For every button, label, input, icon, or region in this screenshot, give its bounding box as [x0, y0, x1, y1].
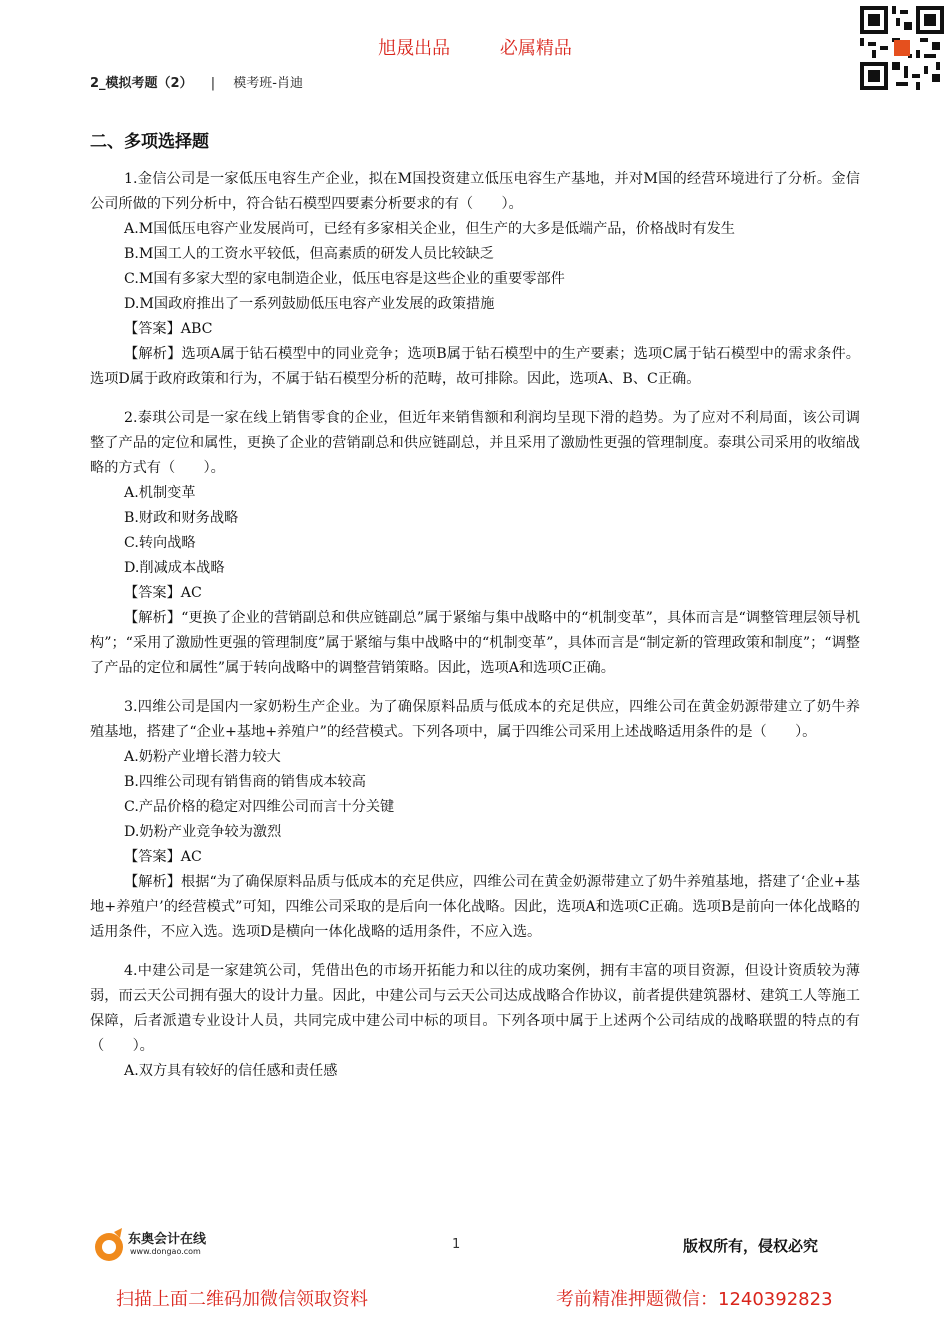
- analysis: 【解析】“更换了企业的营销副总和供应链副总”属于紧缩与集中战略中的“机制变革”，具体而言是“调整管理层领导机构”；“采用了激励性更强的管理制度”属于紧缩与集中战略中的“机制变革”，具体而言是“制定新的管理政策和制度”；“调整了产品的定位和属性”属于转向战略中的调整营销策略。因此，选项A和选项C正确。: [90, 610, 860, 676]
- banner-left-text: 旭晟出品: [378, 38, 451, 59]
- option-b: B.财政和财务战略: [124, 510, 239, 526]
- option-b: B.M国工人的工资水平较低，但高素质的研发人员比较缺乏: [124, 246, 494, 262]
- option-d: D.M国政府推出了一系列鼓励低压电容产业发展的政策措施: [124, 296, 495, 312]
- question-stem: 2.泰琪公司是一家在线上销售零食的企业，但近年来销售额和利润均呈现下滑的趋势。为了应对不利局面，该公司调整了产品的定位和属性，更换了企业的营销副总和供应链副总，并且采用了激励性更强的管理制度。泰琪公司采用的收缩战略的方式有（ ）。: [90, 410, 860, 476]
- top-banner: [0, 34, 950, 60]
- option-a: A.机制变革: [124, 485, 196, 501]
- option-c: C.转向战略: [124, 535, 196, 551]
- option-d: D.奶粉产业竞争较为激烈: [124, 824, 282, 840]
- bottom-left-promo: 扫描上面二维码加微信领取资料: [116, 1289, 368, 1310]
- header-course: 模考班-肖迪: [233, 76, 303, 91]
- question-1: [90, 167, 860, 392]
- question-4: [90, 959, 860, 1084]
- section-title: 二、多项选择题: [90, 132, 209, 152]
- option-c: C.M国有多家大型的家电制造企业，低压电容是这些企业的重要零部件: [124, 271, 565, 287]
- option-c: C.产品价格的稳定对四维公司而言十分关键: [124, 799, 395, 815]
- document-content: [90, 130, 860, 1098]
- question-stem: 4.中建公司是一家建筑公司，凭借出色的市场开拓能力和以往的成功案例，拥有丰富的项目资源，但设计资质较为薄弱，而云天公司拥有强大的设计力量。因此，中建公司与云天公司达成战略合作协议，前者提供建筑器材、建筑工人等施工保障，后者派遣专业设计人员，共同完成中建公司中标的项目。下列各项中属于上述两个公司结成的战略联盟的特点的有（ ）。: [90, 963, 860, 1054]
- option-a: A.双方具有较好的信任感和责任感: [124, 1063, 338, 1079]
- qr-code-icon: [860, 6, 944, 90]
- option-a: A.奶粉产业增长潜力较大: [124, 749, 281, 765]
- analysis: 【解析】根据“为了确保原料品质与低成本的充足供应，四维公司在黄金奶源带建立了奶牛养殖基地，搭建了‘企业+基地+养殖户’的经营模式”可知，四维公司采取的是后向一体化战略。因此，选项A和选项C正确。选项B是前向一体化战略的适用条件，不应入选。选项D是横向一体化战略的适用条件，不应入选。: [90, 874, 860, 940]
- option-a: A.M国低压电容产业发展尚可，已经有多家相关企业，但生产的大多是低端产品，价格战时有发生: [124, 221, 735, 237]
- header-title: 2_模拟考题（2）: [90, 76, 193, 91]
- logo-url: www.dongao.com: [130, 1247, 201, 1256]
- answer: 【答案】ABC: [124, 321, 213, 337]
- question-2: [90, 406, 860, 681]
- answer: 【答案】AC: [124, 849, 202, 865]
- page-number: 1: [452, 1237, 461, 1252]
- question-stem: 3.四维公司是国内一家奶粉生产企业。为了确保原料品质与低成本的充足供应，四维公司在黄金奶源带建立了奶牛养殖基地，搭建了“企业+基地+养殖户”的经营模式。下列各项中，属于四维公司采用上述战略适用条件的是（ ）。: [90, 699, 860, 740]
- logo-name: 东奥会计在线: [128, 1232, 207, 1247]
- question-stem: 1.金信公司是一家低压电容生产企业，拟在M国投资建立低压电容生产基地，并对M国的经营环境进行了分析。金信公司所做的下列分析中，符合钻石模型四要素分析要求的有（ ）。: [90, 171, 860, 212]
- option-b: B.四维公司现有销售商的销售成本较高: [124, 774, 366, 790]
- analysis: 【解析】选项A属于钻石模型中的同业竞争；选项B属于钻石模型中的生产要素；选项C属于钻石模型中的需求条件。选项D属于政府政策和行为，不属于钻石模型分析的范畴，故可排除。因此，选项A、B、C正确。: [90, 346, 860, 387]
- bottom-right-promo: 考前精准押题微信：1240392823: [556, 1289, 833, 1310]
- banner-right-text: 必属精品: [499, 38, 572, 59]
- answer: 【答案】AC: [124, 585, 202, 601]
- header-separator: |: [210, 76, 216, 91]
- page-header: [90, 72, 303, 91]
- question-3: [90, 695, 860, 945]
- copyright-notice: 版权所有，侵权必究: [683, 1237, 819, 1255]
- option-d: D.削减成本战略: [124, 560, 225, 576]
